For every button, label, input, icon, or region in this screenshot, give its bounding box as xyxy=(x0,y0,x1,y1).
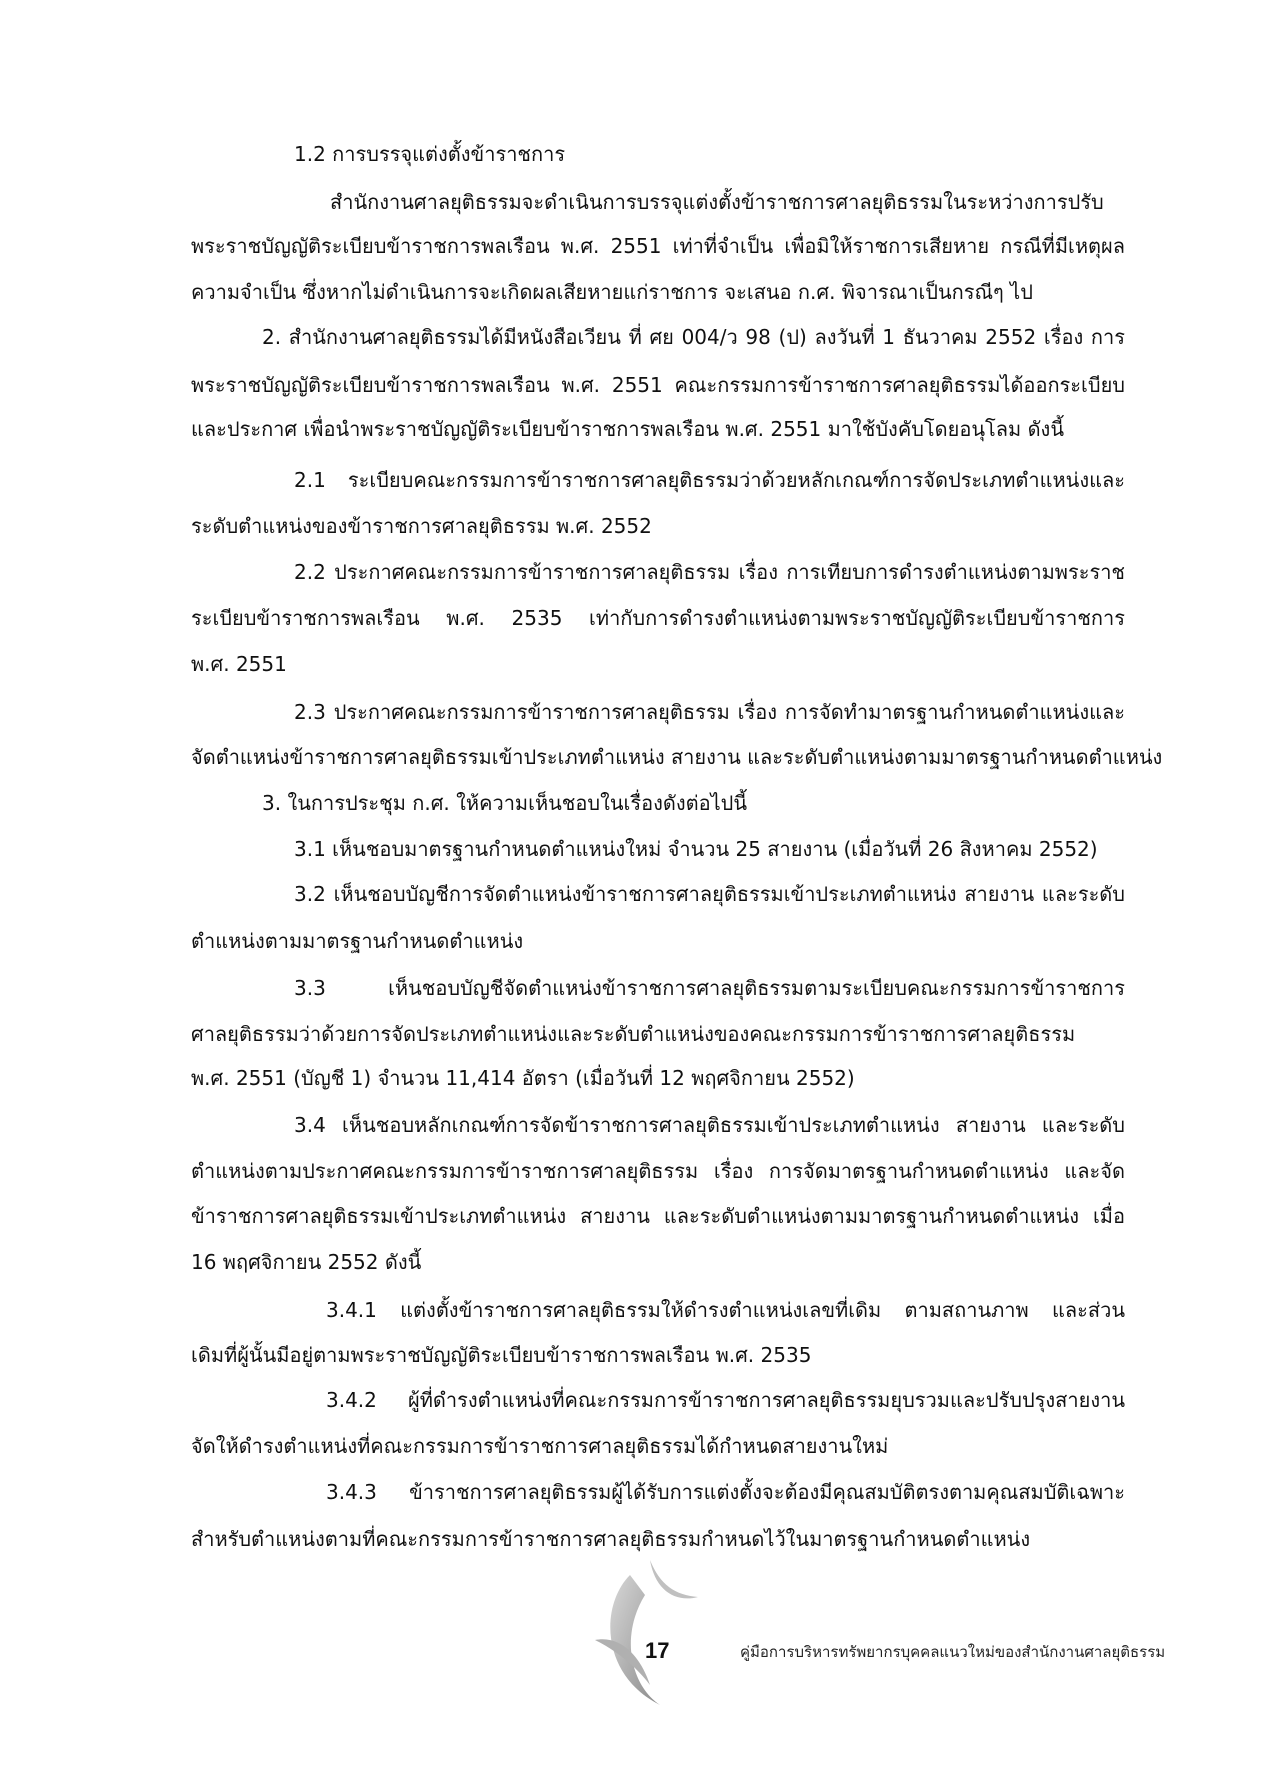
text-line: ตำแหน่งตามมาตรฐานกำหนดตำแหน่ง xyxy=(191,929,524,953)
page-number: 17 xyxy=(645,1638,670,1663)
swoosh-logo-icon xyxy=(590,1555,700,1715)
text-line: 2. สำนักงานศาลยุติธรรมได้มีหนังสือเวียน ที่ ศย 004/ว 98 (ป) ลงวันที่ 1 ธันวาคม 2552 เรื่อง การ xyxy=(262,325,1125,349)
text-line: ความจำเป็น ซึ่งหากไม่ดำเนินการจะเกิดผลเสียหายแก่ราชการ จะเสนอ ก.ศ. พิจารณาเป็นกรณีๆ ไป xyxy=(191,280,1033,304)
text-line: 2.1 ระเบียบคณะกรรมการข้าราชการศาลยุติธรรมว่าด้วยหลักเกณฑ์การจัดประเภทตำแหน่งและ xyxy=(294,468,1125,492)
text-line: สำนักงานศาลยุติธรรมจะดำเนินการบรรจุแต่งตั้งข้าราชการศาลยุติธรรมในระหว่างการปรับ xyxy=(330,190,1104,214)
text-line: พระราชบัญญัติระเบียบข้าราชการพลเรือน พ.ศ. 2551 เท่าที่จำเป็น เพื่อมิให้ราชการเสียหาย กรณีที่มีเหตุผล xyxy=(191,234,1125,258)
text-line: 3.4.3 ข้าราชการศาลยุติธรรมผู้ได้รับการแต่งตั้งจะต้องมีคุณสมบัติตรงตามคุณสมบัติเฉพาะ xyxy=(326,1480,1125,1504)
section-heading: 1.2 การบรรจุแต่งตั้งข้าราชการ xyxy=(294,142,566,166)
text-line: เดิมที่ผู้นั้นมีอยู่ตามพระราชบัญญัติระเบียบข้าราชการพลเรือน พ.ศ. 2535 xyxy=(191,1343,812,1367)
text-line: จัดให้ดำรงตำแหน่งที่คณะกรรมการข้าราชการศาลยุติธรรมได้กำหนดสายงานใหม่ xyxy=(191,1434,889,1458)
text-line: สำหรับตำแหน่งตามที่คณะกรรมการข้าราชการศาลยุติธรรมกำหนดไว้ในมาตรฐานกำหนดตำแหน่ง xyxy=(191,1527,1031,1551)
footer-title: คู่มือการบริหารทรัพยากรบุคคลแนวใหม่ของสำนักงานศาลยุติธรรม xyxy=(740,1643,1166,1661)
text-line: 3.1 เห็นชอบมาตรฐานกำหนดตำแหน่งใหม่ จำนวน 25 สายงาน (เมื่อวันที่ 26 สิงหาคม 2552) xyxy=(294,837,1098,861)
text-line: พ.ศ. 2551 xyxy=(191,652,287,676)
text-line: 3.4.2 ผู้ที่ดำรงตำแหน่งที่คณะกรรมการข้าราชการศาลยุติธรรมยุบรวมและปรับปรุงสายงาน xyxy=(326,1388,1125,1412)
text-line: 2.2 ประกาศคณะกรรมการข้าราชการศาลยุติธรรม เรื่อง การเทียบการดำรงตำแหน่งตามพระราช xyxy=(294,560,1125,584)
text-line: ตำแหน่งตามประกาศคณะกรรมการข้าราชการศาลยุติธรรม เรื่อง การจัดมาตรฐานกำหนดตำแหน่ง และจัด xyxy=(191,1159,1125,1183)
text-line: จัดตำแหน่งข้าราชการศาลยุติธรรมเข้าประเภทตำแหน่ง สายงาน และระดับตำแหน่งตามมาตรฐานกำหนดตำแหน่ง xyxy=(191,745,1163,769)
text-line: 3.4.1 แต่งตั้งข้าราชการศาลยุติธรรมให้ดำรงตำแหน่งเลขที่เดิม ตามสถานภาพ และส่วน xyxy=(326,1298,1125,1322)
text-line: 3.4 เห็นชอบหลักเกณฑ์การจัดข้าราชการศาลยุติธรรมเข้าประเภทตำแหน่ง สายงาน และระดับ xyxy=(294,1113,1125,1137)
text-line: 2.3 ประกาศคณะกรรมการข้าราชการศาลยุติธรรม เรื่อง การจัดทำมาตรฐานกำหนดตำแหน่งและ xyxy=(294,700,1125,724)
text-line: และประกาศ เพื่อนำพระราชบัญญัติระเบียบข้าราชการพลเรือน พ.ศ. 2551 มาใช้บังคับโดยอนุโลม ดังนี้ xyxy=(191,417,1064,441)
text-line: 3.2 เห็นชอบบัญชีการจัดตำแหน่งข้าราชการศาลยุติธรรมเข้าประเภทตำแหน่ง สายงาน และระดับ xyxy=(294,882,1125,906)
text-line: ข้าราชการศาลยุติธรรมเข้าประเภทตำแหน่ง สายงาน และระดับตำแหน่งตามมาตรฐานกำหนดตำแหน่ง เมื่อ xyxy=(191,1204,1125,1228)
text-line: 16 พฤศจิกายน 2552 ดังนี้ xyxy=(191,1250,422,1274)
text-line: พระราชบัญญัติระเบียบข้าราชการพลเรือน พ.ศ. 2551 คณะกรรมการข้าราชการศาลยุติธรรมได้ออกระเบียบ xyxy=(191,373,1125,397)
text-line: 3. ในการประชุม ก.ศ. ให้ความเห็นชอบในเรื่องดังต่อไปนี้ xyxy=(262,791,748,815)
text-line: 3.3 เห็นชอบบัญชีจัดตำแหน่งข้าราชการศาลยุติธรรมตามระเบียบคณะกรรมการข้าราชการ xyxy=(294,976,1125,1000)
text-line: ระดับตำแหน่งของข้าราชการศาลยุติธรรม พ.ศ. 2552 xyxy=(191,514,652,538)
text-line: พ.ศ. 2551 (บัญชี 1) จำนวน 11,414 อัตรา (เมื่อวันที่ 12 พฤศจิกายน 2552) xyxy=(191,1066,855,1090)
text-line: ศาลยุติธรรมว่าด้วยการจัดประเภทตำแหน่งและระดับตำแหน่งของคณะกรรมการข้าราชการศาลยุติธรรม xyxy=(191,1022,1076,1046)
text-line: ระเบียบข้าราชการพลเรือน พ.ศ. 2535 เท่ากับการดำรงตำแหน่งตามพระราชบัญญัติระเบียบข้าราชการ xyxy=(191,606,1125,630)
